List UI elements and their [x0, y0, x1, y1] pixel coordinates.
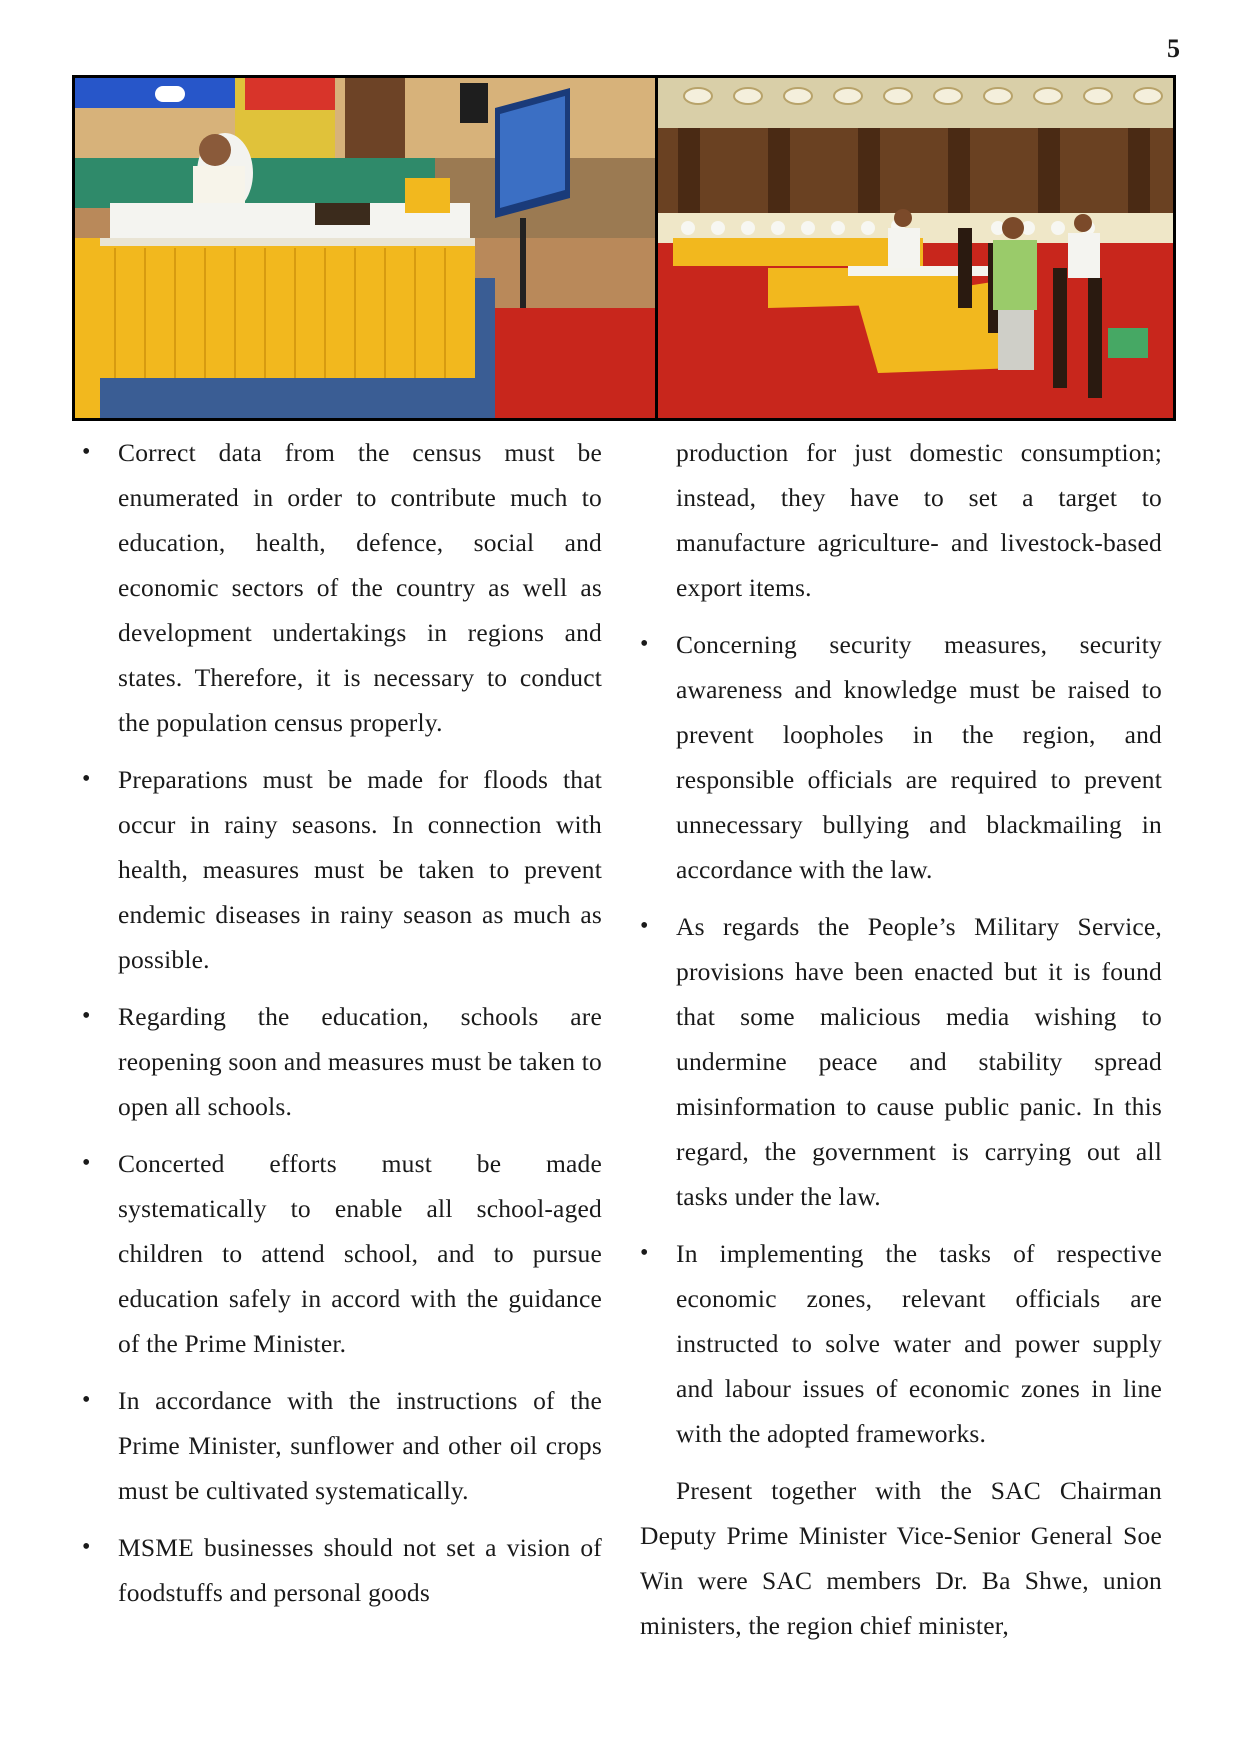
bullet-text: • Correct data from the census must be enumerated in order to contribute much to education, health, defence, social and economic sectors of the country as well as development undertakings in regions and states. Therefore, it is necessary to conduct the population census properly. [118, 438, 602, 737]
bullet-security [640, 622, 1162, 892]
bullet-school-aged-children [82, 1141, 602, 1366]
bullet-text: • Preparations must be made for floods that occur in rainy seasons. In connection with health, measures must be taken to prevent endemic diseases in rainy season as much as possible. [118, 765, 602, 974]
bullet-text: • MSME businesses should not set a vision of foodstuffs and personal goods [118, 1533, 602, 1607]
bullet-floods [82, 757, 602, 982]
continuation-text: production for just domestic consumption; instead, they have to set a target to manufacture agriculture- and livestock-based export items. [676, 438, 1162, 602]
bullet-text: • Concerted efforts must be made systematically to enable all school-aged children to attend school, and to pursue education safely in accord with the guidance of the Prime Minister. [118, 1149, 602, 1358]
msme-continuation [640, 430, 1162, 610]
bullet-military-service [640, 904, 1162, 1219]
page-number: 5 [1167, 34, 1180, 63]
bullet-oil-crops [82, 1378, 602, 1513]
meeting-photo-left-image [75, 78, 655, 418]
meeting-photo-right-image [658, 78, 1173, 418]
bullet-text: • Concerning security measures, security awareness and knowledge must be raised to prevent loopholes in the region, and responsible officials are required to prevent unnecessary bullying and blackmailing in accordance with the law. [676, 630, 1162, 884]
bullet-census [82, 430, 602, 745]
left-column [82, 430, 602, 1627]
bullet-text: • Regarding the education, schools are reopening soon and measures must be taken to open all schools. [118, 1002, 602, 1121]
bullet-text: • As regards the People’s Military Service, provisions have been enacted but it is found that some malicious media wishing to undermine peace and stability spread misinformation to cause public panic. In this regard, the government is carrying out all tasks under the law. [676, 912, 1162, 1211]
bullet-economic-zones [640, 1231, 1162, 1456]
bullet-education [82, 994, 602, 1129]
bullet-text: • In accordance with the instructions of the Prime Minister, sunflower and other oil crops must be cultivated systematically. [118, 1386, 602, 1505]
right-column [640, 430, 1162, 1648]
bullet-text: • In implementing the tasks of respective economic zones, relevant officials are instructed to solve water and power supply and labour issues of economic zones in line with the adopted frameworks. [676, 1239, 1162, 1448]
photo-strip [72, 75, 1176, 421]
meeting-photo-left [75, 78, 655, 418]
bullet-msme [82, 1525, 602, 1615]
meeting-photo-right [658, 78, 1173, 418]
attendees-paragraph: Present together with the SAC Chairman Deputy Prime Minister Vice-Senior General Soe Win were SAC members Dr. Ba Shwe, union ministers, the region chief minister, [640, 1476, 1162, 1640]
